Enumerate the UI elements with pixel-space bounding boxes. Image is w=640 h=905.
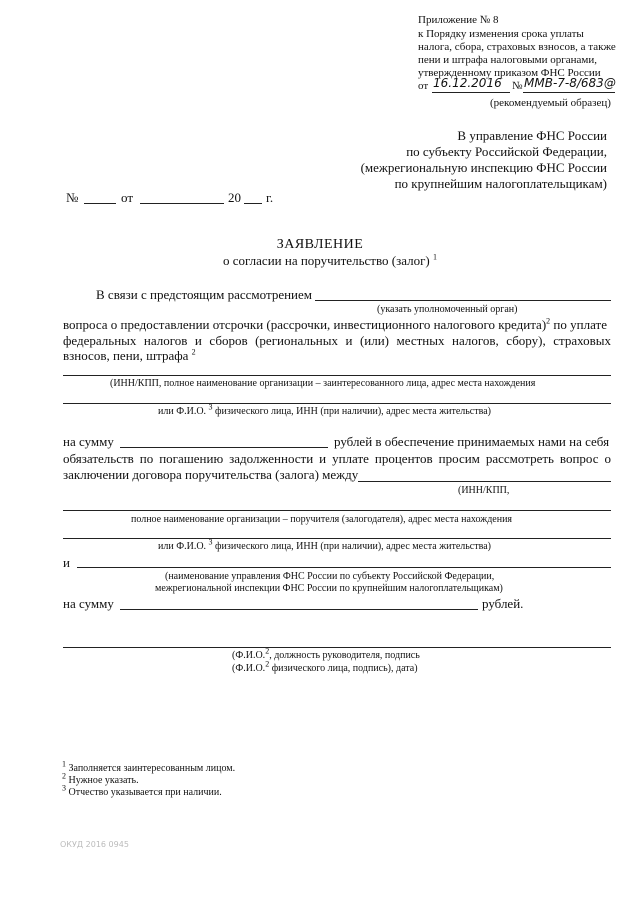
guarantor-hint-1: полное наименование организации – поручителя (залогодателя), адрес места нахождения bbox=[131, 514, 513, 525]
reg-g-label: г. bbox=[266, 190, 274, 205]
signature-field[interactable] bbox=[63, 647, 611, 648]
appendix-num-handwritten: ММВ-7-8/683@ bbox=[524, 76, 616, 90]
reg-year-field[interactable] bbox=[244, 203, 262, 204]
number-underline bbox=[523, 92, 615, 93]
addressee-line-3: (межрегиональную инспекцию ФНС России bbox=[360, 160, 607, 175]
obligations-line: обязательств по погашению задолженности и уплате процентов просим рассмотреть вопрос о bbox=[63, 451, 611, 466]
interested-party-hint-1: (ИНН/КПП, полное наименование организации – заинтересованного лица, адрес места нахождения bbox=[110, 378, 536, 389]
and-label: и bbox=[63, 555, 70, 570]
tax-office-hint-1: (наименование управления ФНС России по субъекту Российской Федерации, bbox=[165, 571, 495, 582]
document-title: ЗАЯВЛЕНИЕ bbox=[276, 237, 364, 252]
guarantor-field-3[interactable] bbox=[63, 538, 611, 539]
appendix-line-3: пени и штрафа налоговыми органами, bbox=[418, 54, 598, 66]
interested-party-hint-2: или Ф.И.О. $^3$ физического лица, ИНН (при наличии), адрес места жительства) bbox=[158, 402, 491, 417]
appendix-line-1: к Порядку изменения срока уплаты bbox=[418, 28, 584, 40]
signature-hint-2: (Ф.И.О.$^2$ физического лица, подпись), дата) bbox=[232, 659, 418, 674]
addressee-line-2: по субъекту Российской Федерации, bbox=[406, 144, 607, 159]
footnote-3: $^3$ Отчество указывается при наличии. bbox=[62, 783, 222, 798]
authority-hint: (указать уполномоченный орган) bbox=[377, 304, 518, 315]
appendix-number: Приложение № 8 bbox=[418, 14, 499, 26]
addressee-line-1: В управление ФНС России bbox=[457, 128, 607, 143]
document-subtitle: о согласии на поручительство (залог) $^1$ bbox=[222, 252, 437, 268]
appendix-date-handwritten: 16.12.2016 bbox=[433, 76, 502, 90]
tax-office-field[interactable] bbox=[77, 567, 611, 568]
appendix-num-prefix: № bbox=[512, 80, 523, 92]
footnote-2: $^2$ Нужное указать. bbox=[62, 771, 139, 786]
interested-party-field-2[interactable] bbox=[63, 403, 611, 404]
inn-hint: (ИНН/КПП, bbox=[458, 485, 510, 496]
appendix-line-4: утвержденному приказом ФНС России bbox=[418, 67, 601, 79]
addressee-line-4: по крупнейшим налогоплательщикам) bbox=[394, 176, 607, 191]
question-line: вопроса о предоставлении отсрочки (рассрочки, инвестиционного налогового кредита)$^2$ по уплате bbox=[63, 316, 607, 332]
reg-no-field[interactable] bbox=[84, 203, 116, 204]
reg-from-label: от bbox=[121, 190, 134, 205]
contract-line: заключении договора поручительства (залога) между bbox=[63, 467, 359, 482]
sum2-label: на сумму bbox=[63, 596, 114, 611]
footnote-1: $^1$ Заполняется заинтересованным лицом. bbox=[62, 759, 236, 774]
authority-field[interactable] bbox=[315, 300, 611, 301]
reg-year-label: 20 bbox=[228, 190, 241, 205]
sum-text: рублей в обеспечение принимаемых нами на себя bbox=[334, 434, 610, 449]
appendix-date-prefix: от bbox=[418, 80, 429, 92]
date-underline bbox=[432, 92, 510, 93]
sum2-unit: рублей. bbox=[482, 596, 524, 611]
sum-label: на сумму bbox=[63, 434, 114, 449]
reg-no-label: № bbox=[66, 190, 79, 205]
sum2-field[interactable] bbox=[120, 609, 478, 610]
faint-stamp: ОКУД 2016 0945 bbox=[60, 840, 129, 849]
sum-field[interactable] bbox=[120, 447, 328, 448]
appendix-line-2: налога, сбора, страховых взносов, а также bbox=[418, 41, 616, 53]
guarantor-hint-2: или Ф.И.О. $^3$ физического лица, ИНН (при наличии), адрес места жительства) bbox=[158, 537, 491, 552]
contributions-line: взносов, пени, штрафа $^2$ bbox=[63, 347, 196, 363]
federal-taxes-line: федеральных налогов и сборов (региональных и (или) местных налогов, сбору), страховых bbox=[63, 333, 611, 348]
guarantor-field[interactable] bbox=[358, 481, 611, 482]
tax-office-hint-2: межрегиональной инспекции ФНС России по крупнейшим налогоплательщикам) bbox=[155, 583, 503, 594]
reg-date-field[interactable] bbox=[140, 203, 224, 204]
signature-hint-1: (Ф.И.О.$^2$, должность руководителя, подпись bbox=[232, 646, 420, 661]
recommended-label: (рекомендуемый образец) bbox=[490, 97, 611, 109]
intro-text: В связи с предстоящим рассмотрением bbox=[96, 287, 313, 302]
guarantor-field-2[interactable] bbox=[63, 510, 611, 511]
interested-party-field[interactable] bbox=[63, 375, 611, 376]
